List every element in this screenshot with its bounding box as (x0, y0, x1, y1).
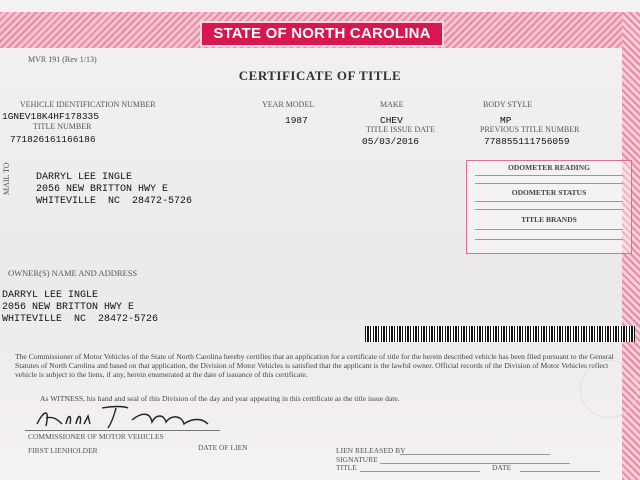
mail-to-line1: DARRYL LEE INGLE (36, 172, 133, 183)
divider (475, 183, 623, 184)
owner-address (2, 290, 158, 326)
date-field-line (520, 471, 600, 472)
certification-text: The Commissioner of Motor Vehicles of the State of North Carolina hereby certifies that an application for a certificate of title for the herein described vehicle has been filed pursuant to the General Statutes of North Carolina and based on that application, the Division of Motor Vehicles is satisfied that the applicant is the lawful owner. Official records of the Division of Motor Vehicles reflect vehicle is subject to the liens, if any, herein enumerated at the date of issuance of this certificate. (15, 352, 614, 379)
divider (475, 239, 623, 240)
division-seal (580, 360, 638, 418)
mail-to-line3: WHITEVILLE NC 28472-5726 (36, 196, 193, 207)
odometer-status-label: ODOMETER STATUS (511, 188, 587, 197)
divider (475, 175, 623, 176)
first-lienholder-label: FIRST LIENHOLDER (28, 446, 98, 455)
title-field-line (360, 471, 480, 472)
mail-to-address (36, 172, 192, 208)
commissioner-label: COMMISSIONER OF MOTOR VEHICLES (28, 432, 164, 441)
owner-line1: DARRYL LEE INGLE (2, 290, 99, 301)
signature-label: SIGNATURE (336, 455, 378, 464)
witness-text: As WITNESS, his hand and seal of this Division of the day and year appearing in this certificate as the title issue date. (40, 394, 400, 403)
make-value: CHEV (380, 115, 403, 126)
title-brands-label: TITLE BRANDS (521, 215, 577, 224)
previous-title-value: 778855111756059 (484, 136, 570, 147)
divider (475, 209, 623, 210)
form-id: MVR 191 (Rev 1/13) (28, 55, 97, 64)
owner-line3: WHITEVILLE NC 28472-5726 (2, 314, 159, 325)
owner-line2: 2056 NEW BRITTON HWY E (2, 302, 135, 313)
date-of-lien-label: DATE OF LIEN (198, 443, 248, 452)
vin-value: 1GNEV18K4HF178335 (2, 111, 99, 122)
signature-field-line (380, 463, 570, 464)
lien-released-line (400, 454, 550, 455)
mail-to-line2: 2056 NEW BRITTON HWY E (36, 184, 169, 195)
year-model-label: YEAR MODEL (262, 100, 315, 109)
odometer-box (466, 160, 632, 254)
title-number-label: TITLE NUMBER (33, 122, 92, 131)
title-label: TITLE (336, 463, 357, 472)
lien-released-by-label: LIEN RELEASED BY (336, 446, 406, 455)
state-title-banner: STATE OF NORTH CAROLINA (200, 21, 444, 47)
signature-line (25, 430, 220, 431)
title-issue-date-value: 05/03/2016 (362, 136, 420, 147)
certificate-title: CERTIFICATE OF TITLE (238, 68, 402, 83)
year-model-value: 1987 (285, 115, 308, 126)
make-label: MAKE (380, 100, 404, 109)
previous-title-label: PREVIOUS TITLE NUMBER (480, 125, 580, 134)
commissioner-signature (32, 402, 232, 432)
divider (475, 229, 623, 230)
mail-to-label: MAIL TO (2, 162, 11, 195)
barcode (365, 326, 635, 342)
divider (475, 201, 623, 202)
owner-label: OWNER(S) NAME AND ADDRESS (8, 268, 138, 278)
vin-label: VEHICLE IDENTIFICATION NUMBER (20, 100, 156, 109)
body-style-label: BODY STYLE (483, 100, 533, 109)
title-issue-date-label: TITLE ISSUE DATE (366, 125, 435, 134)
date-label: DATE (492, 463, 512, 472)
body-style-value: MP (500, 115, 512, 126)
odometer-reading-label: ODOMETER READING (508, 163, 590, 172)
title-number-value: 771826161166186 (10, 134, 96, 145)
